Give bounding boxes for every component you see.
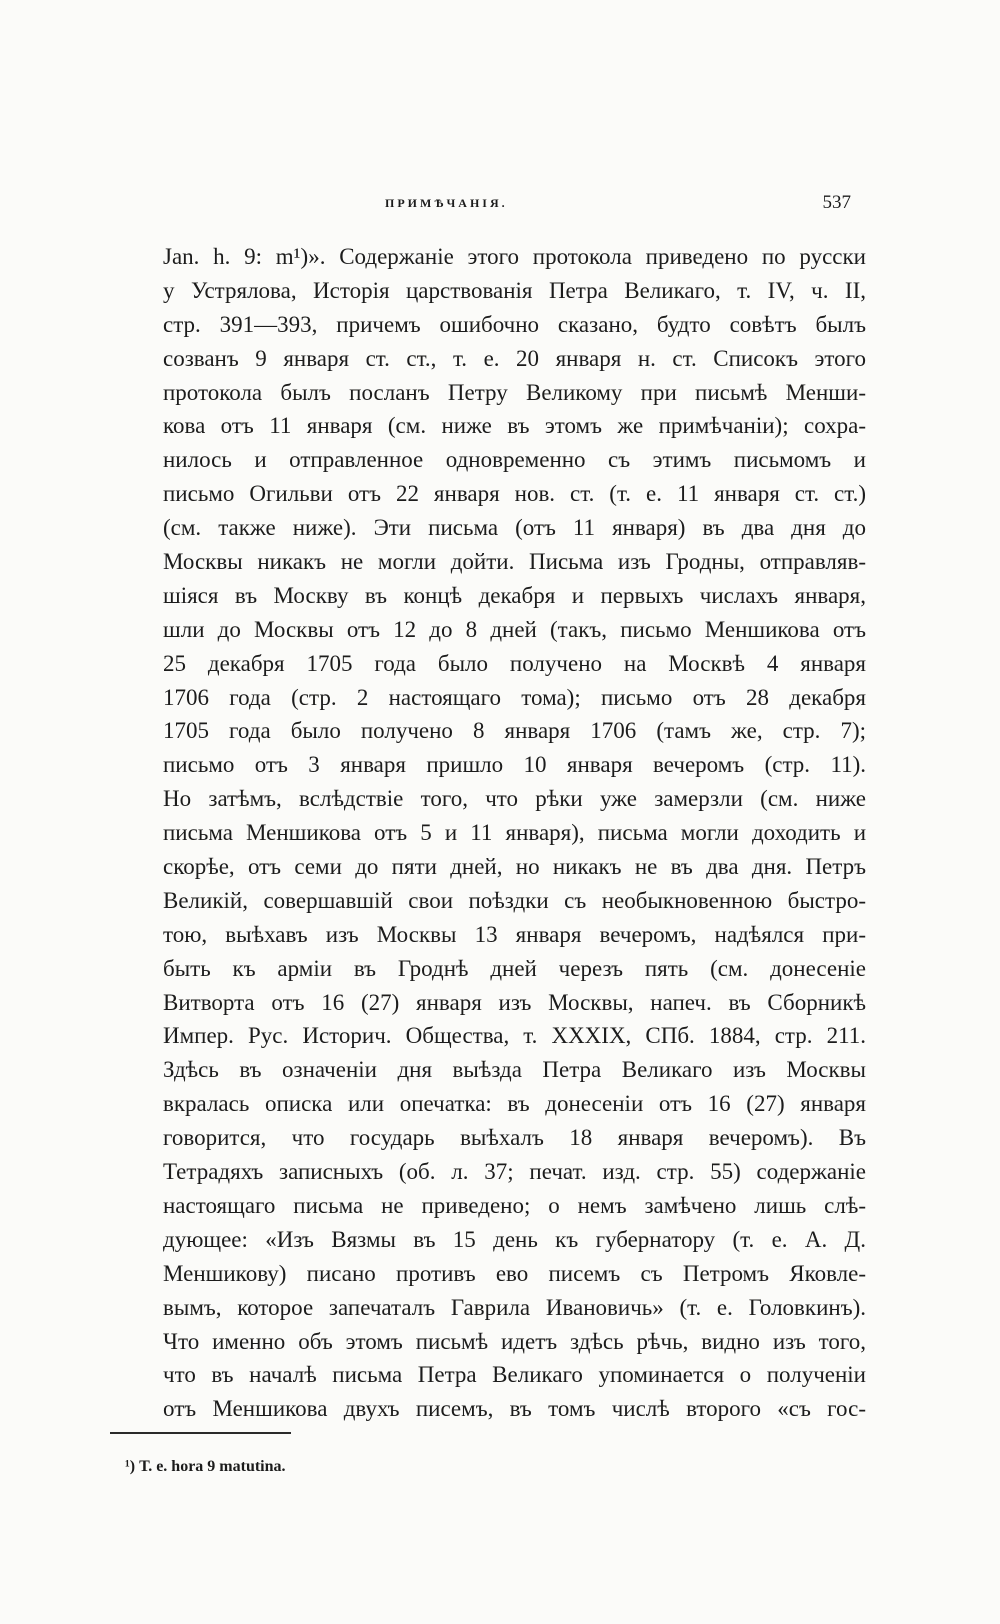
text-line: говорится, что государь выѣхалъ 18 января вечеромъ). Въ: [163, 1125, 866, 1151]
text-line: шіяся въ Москву въ концѣ декабря и первыхъ числахъ января,: [163, 582, 866, 608]
text-line: Меншикову) писано противъ ево писемъ съ Петромъ Яковле-: [163, 1260, 866, 1286]
text-line: скорѣе, отъ семи до пяти дней, но никакъ не въ два дня. Петръ: [163, 854, 866, 880]
text-line: 1706 года (стр. 2 настоящаго тома); письмо отъ 28 декабря: [163, 684, 866, 710]
footnote-rule: [110, 1432, 291, 1434]
text-line: письмо отъ 3 января пришло 10 января вечеромъ (стр. 11).: [163, 752, 866, 778]
text-line: кова отъ 11 января (см. ниже въ этомъ же примѣчаніи); сохра-: [163, 413, 866, 439]
text-line: письмо Огильви отъ 22 января нов. ст. (т. е. 11 января ст. ст.): [163, 481, 866, 507]
text-line: 25 декабря 1705 года было получено на Москвѣ 4 января: [163, 650, 866, 676]
running-head: [163, 192, 855, 222]
text-line: Что именно объ этомъ письмѣ идетъ здѣсь рѣчь, видно изъ того,: [163, 1328, 866, 1354]
text-line: 1705 года было получено 8 января 1706 (тамъ же, стр. 7);: [163, 718, 866, 744]
text-line: тою, выѣхавъ изъ Москвы 13 января вечеромъ, надѣялся при-: [163, 921, 866, 947]
text-line: настоящаго письма не приведено; о немъ замѣчено лишь слѣ-: [163, 1192, 866, 1218]
text-line: Jan. h. 9: m¹)». Содержаніе этого протокола приведено по русски: [163, 244, 866, 269]
text-line: (см. также ниже). Эти письма (отъ 11 января) въ два дня до: [163, 515, 866, 541]
text-line: протокола былъ посланъ Петру Великому при письмѣ Менши-: [163, 379, 866, 405]
text-line: быть къ арміи въ Гроднѣ дней черезъ пять (см. донесеніе: [163, 955, 866, 981]
page-number: 537: [822, 192, 851, 213]
text-line: письма Меншикова отъ 5 и 11 января), письма могли доходить и: [163, 820, 866, 846]
text-line: Великій, совершавшій свои поѣздки съ необыкновенною быстро-: [163, 887, 866, 913]
text-line: Тетрадяхъ записныхъ (об. л. 37; печат. изд. стр. 55) содержаніе: [163, 1159, 866, 1185]
text-line: шли до Москвы отъ 12 до 8 дней (такъ, письмо Меншикова отъ: [163, 616, 866, 642]
running-title: ПРИМѢЧАНІЯ.: [385, 196, 508, 210]
text-line: нилось и отправленное одновременно съ этимъ письмомъ и: [163, 447, 866, 473]
text-line: Москвы никакъ не могли дойти. Письма изъ Гродны, отправляв-: [163, 549, 866, 575]
text-line: Витворта отъ 16 (27) января изъ Москвы, напеч. въ Сборникѣ: [163, 989, 866, 1015]
text-line: вымъ, которое запечаталъ Гаврила Ивановичь» (т. е. Головкинъ).: [163, 1294, 866, 1320]
text-line: Импер. Рус. Историч. Общества, т. XXXIX, СПб. 1884, стр. 211.: [163, 1023, 866, 1049]
text-line: стр. 391—393, причемъ ошибочно сказано, будто совѣтъ былъ: [163, 311, 866, 337]
text-line: созванъ 9 января ст. ст., т. е. 20 января н. ст. Списокъ этого: [163, 345, 866, 371]
text-line: отъ Меншикова двухъ писемъ, въ томъ числѣ второго «съ гос-: [163, 1396, 866, 1422]
footnote: ¹) Т. е. hora 9 matutina.: [125, 1458, 286, 1475]
text-line: что въ началѣ письма Петра Великаго упоминается о полученіи: [163, 1362, 866, 1388]
text-line: Здѣсь въ означеніи дня выѣзда Петра Великаго изъ Москвы: [163, 1057, 866, 1083]
text-line: вкралась описка или опечатка: въ донесеніи отъ 16 (27) января: [163, 1091, 866, 1117]
text-line: Но затѣмъ, вслѣдствіе того, что рѣки уже замерзли (см. ниже: [163, 786, 866, 812]
text-line: у Устрялова, Исторія царствованія Петра Великаго, т. IV, ч. II,: [163, 277, 866, 303]
text-line: дующее: «Изъ Вязмы въ 15 день къ губернатору (т. е. А. Д.: [163, 1226, 866, 1252]
body-text: [163, 240, 866, 1426]
